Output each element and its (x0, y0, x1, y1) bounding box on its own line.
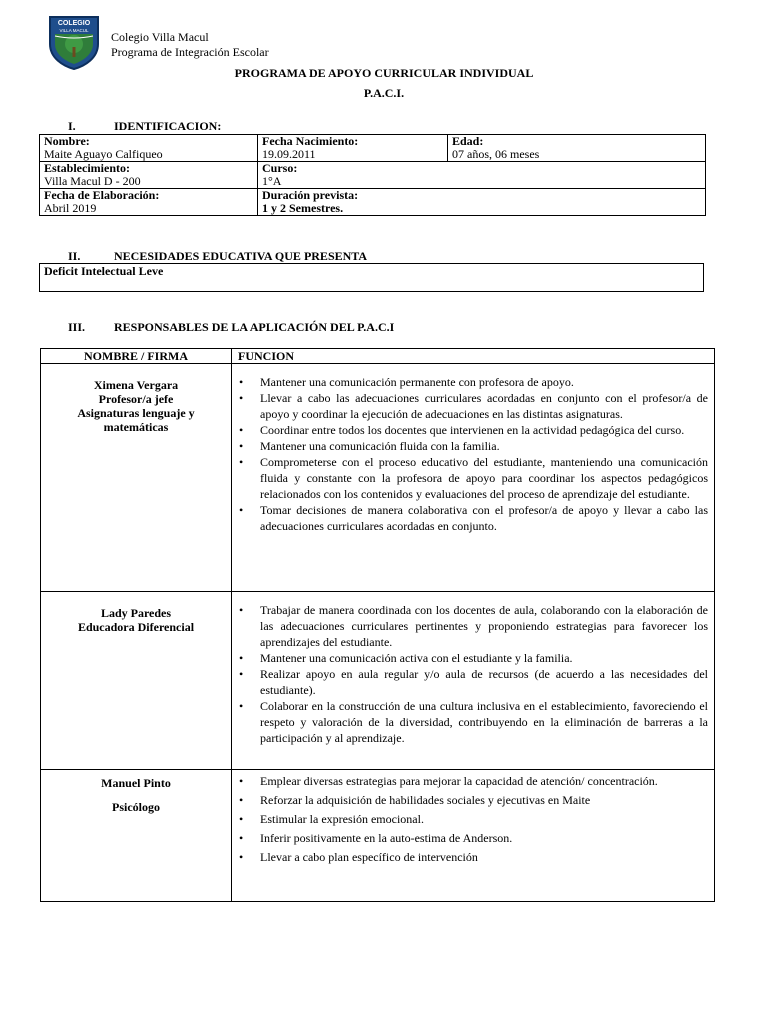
table-row (41, 770, 715, 902)
name-cell (40, 135, 258, 162)
school-logo (47, 14, 101, 70)
table-row (40, 264, 704, 292)
logo-top-text: COLEGIO (57, 20, 91, 27)
table-row (41, 592, 715, 770)
program-name: Programa de Integración Escolar (111, 45, 269, 59)
responsibles-table (40, 348, 715, 902)
section-1-number: I. (68, 119, 76, 133)
list-item: • Colaborar en la construcción de una cultura inclusiva en el establecimiento, favoreciendo el respeto y valoración de la diversidad, contribuyendo en la eliminación de barreras a la participación y al aprendizaje. (236, 698, 708, 746)
function-list (236, 770, 710, 867)
section-2-title: NECESIDADES EDUCATIVA QUE PRESENTA (114, 249, 368, 263)
table-header-row (41, 349, 715, 364)
school-cell (40, 162, 258, 189)
birthdate-label: Fecha Nacimiento: (262, 134, 359, 148)
list-item: • Llevar a cabo las adecuaciones curriculares acordadas en conjunto con el profesor/a de apoyo y coordinar la ejecución de adecuaciones en las distintas asignaturas. (236, 390, 708, 422)
logo-bottom-text: VILLA MACUL (59, 28, 89, 33)
birthdate-cell (258, 135, 448, 162)
age-value: 07 años, 06 meses (452, 147, 540, 161)
function-list (236, 592, 710, 746)
document-subtitle: P.A.C.I. (363, 86, 405, 100)
list-item: • Inferir positivamente en la auto-estima de Anderson. (236, 829, 708, 848)
needs-content: Deficit Intelectual Leve (40, 264, 704, 292)
responsible-role: Educadora Diferencial (77, 620, 195, 634)
responsible-name-cell (41, 770, 232, 902)
school-header (111, 30, 269, 60)
responsible-name-cell (41, 592, 232, 770)
birthdate-value: 19.09.2011 (262, 147, 316, 161)
name-label: Nombre: (44, 134, 90, 148)
list-item: • Mantener una comunicación permanente con profesora de apoyo. (236, 374, 708, 390)
table-row (40, 135, 706, 162)
function-list (236, 364, 710, 534)
responsible-role: Psicólogo (112, 800, 160, 814)
responsible-role: Profesor/a jefe (98, 392, 174, 406)
needs-table (39, 263, 704, 292)
grade-label: Curso: (262, 161, 298, 175)
section-2-heading (68, 249, 367, 264)
list-item: • Coordinar entre todos los docentes que intervienen en la actividad pedagógica del curso. (236, 422, 708, 438)
list-item: • Mantener una comunicación activa con el estudiante y la familia. (236, 650, 708, 666)
table-row (40, 162, 706, 189)
school-name: Colegio Villa Macul (111, 30, 209, 44)
function-cell (232, 770, 715, 902)
list-item: • Mantener una comunicación fluida con la familia. (236, 438, 708, 454)
function-cell (232, 592, 715, 770)
list-item: • Realizar apoyo en aula regular y/o aula de recursos (de acuerdo a las necesidades del estudiante). (236, 666, 708, 698)
document-title: PROGRAMA DE APOYO CURRICULAR INDIVIDUAL (234, 66, 534, 80)
responsible-name-cell (41, 364, 232, 592)
list-item: • Llevar a cabo plan específico de intervención (236, 848, 708, 867)
elaboration-date-value: Abril 2019 (44, 201, 97, 215)
responsible-name: Ximena Vergara (93, 378, 179, 392)
age-label: Edad: (452, 134, 484, 148)
list-item: • Trabajar de manera coordinada con los docentes de aula, colaborando con la elaboración de las adecuaciones curriculares pertinentes y proponiendo estrategias para favorecer los aprendizajes del estudiante. (236, 602, 708, 650)
duration-cell (258, 189, 706, 216)
section-1-heading (68, 119, 221, 134)
responsible-name: Manuel Pinto (101, 776, 171, 790)
duration-label: Duración prevista: (262, 188, 359, 202)
age-cell (448, 135, 706, 162)
responsible-role: matemáticas (103, 420, 169, 434)
section-3-number: III. (68, 320, 86, 334)
column-header-name: NOMBRE / FIRMA (41, 349, 232, 364)
section-2-number: II. (68, 249, 81, 263)
section-3-heading (68, 320, 394, 335)
list-item: • Tomar decisiones de manera colaborativa con el profesor/a de apoyo y llevar a cabo las adecuaciones curriculares acordadas en conjunto. (236, 502, 708, 534)
elaboration-date-label: Fecha de Elaboración: (44, 188, 160, 202)
duration-value: 1 y 2 Semestres. (262, 201, 344, 215)
identification-table (39, 134, 706, 216)
responsible-name: Lady Paredes (100, 606, 172, 620)
name-value: Maite Aguayo Calfiqueo (44, 147, 163, 161)
list-item: • Comprometerse con el proceso educativo del estudiante, manteniendo una comunicación fluida y constante con la profesora de apoyo para coordinar los aspectos pedagógicos relacionados con los contenidos y evaluaciones del proceso de aprendizaje del estudiante. (236, 454, 708, 502)
section-1-title: IDENTIFICACION: (114, 119, 222, 133)
list-item: • Estimular la expresión emocional. (236, 810, 708, 829)
table-row (41, 364, 715, 592)
responsible-role: Asignaturas lenguaje y (77, 406, 195, 420)
school-value: Villa Macul D - 200 (44, 174, 141, 188)
school-label: Establecimiento: (44, 161, 130, 175)
table-row (40, 189, 706, 216)
column-header-function: FUNCION (232, 349, 715, 364)
grade-cell (258, 162, 706, 189)
elaboration-date-cell (40, 189, 258, 216)
list-item: • Emplear diversas estrategias para mejorar la capacidad de atención/ concentración. (236, 772, 708, 791)
grade-value: 1°A (262, 174, 282, 188)
list-item: • Reforzar la adquisición de habilidades sociales y ejecutivas en Maite (236, 791, 708, 810)
section-3-title: RESPONSABLES DE LA APLICACIÓN DEL P.A.C.I (114, 320, 395, 334)
function-cell (232, 364, 715, 592)
